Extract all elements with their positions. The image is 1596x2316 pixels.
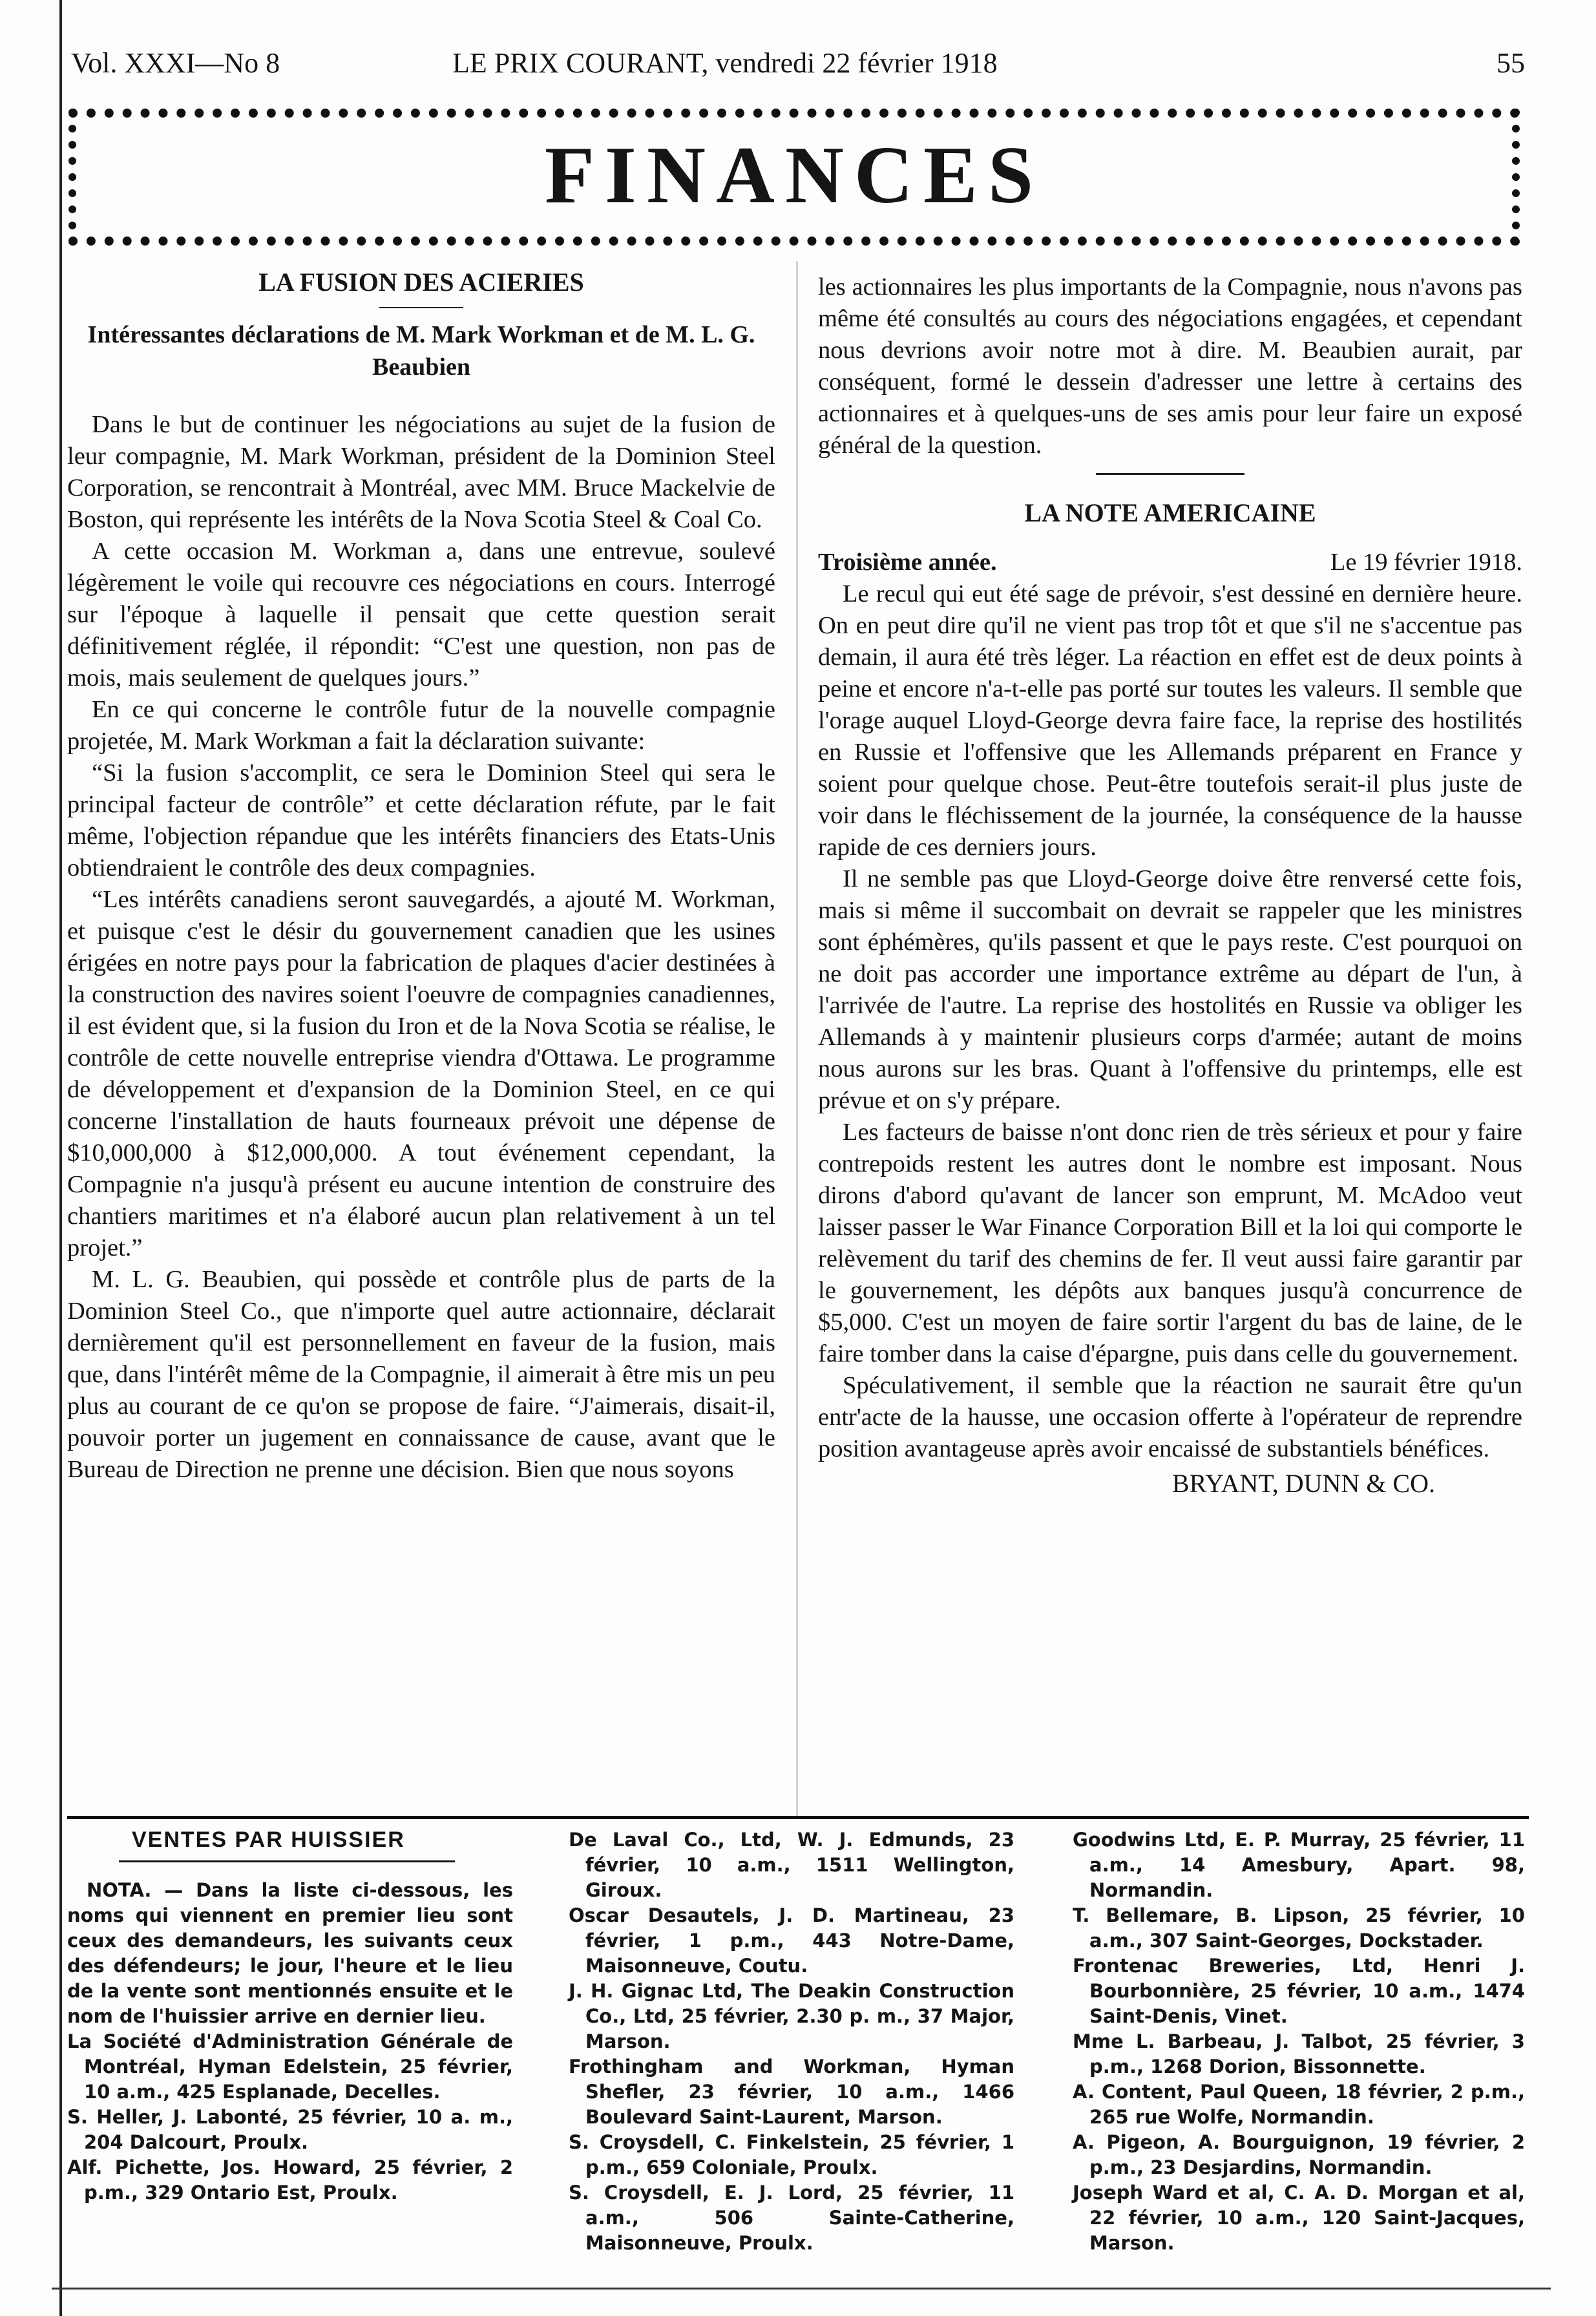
article-paragraph: Dans le but de continuer les négociations au sujet de la fusion de leur compagnie, M. Mark Workman, président de la Dominion Steel Corporation, se rencontrait à Montréal, avec MM. Bruce Mackelvie de Boston, qui représente les intérêts de la Nova Scotia Steel & Coal Co. [67,411,775,533]
article-paragraph: Spéculativement, il semble que la réaction ne saurait être qu'un entr'acte de la hausse, une occasion offerte à l'opérateur de reprendre position avantageuse après avoir encaissé de substantiels bénéfices. [818,1372,1522,1462]
article-dateline [818,547,1522,578]
ventes-entry: J. H. Gignac Ltd, The Deakin Construction Co., Ltd, 25 février, 2.30 p. m., 37 Major, Marson. [569,1980,1014,2052]
ventes-column-1 [67,1827,513,2205]
article-paragraph: “Si la fusion s'accomplit, ce sera le Dominion Steel qui sera le principal facteur de contrôle” et cette déclaration réfute, par le fait même, l'objection répandue que les intérêts financiers des Etats-Unis obtiendraient le contrôle des deux compagnies. [67,759,775,881]
ventes-entry: S. Croysdell, E. J. Lord, 25 février, 11 a.m., 506 Sainte-Catherine, Maisonneuve, Proulx. [569,2182,1014,2254]
dateline-date: Le 19 février 1918. [1330,549,1522,576]
ventes-entry: Joseph Ward et al, C. A. D. Morgan et al, 22 février, 10 a.m., 120 Saint-Jacques, Marson. [1073,2182,1525,2254]
article-column-left [67,264,775,1486]
article-title: LA NOTE AMERICAINE [1024,498,1316,527]
section-separator [1096,473,1244,475]
article-signature: BRYANT, DUNN & CO. [1171,1469,1435,1498]
ventes-entry: S. Croysdell, C. Finkelstein, 25 février, 1 p.m., 659 Coloniale, Proulx. [569,2131,1014,2178]
article-subtitle: Intéressantes déclarations de M. Mark Workman et de M. L. G. Beaubien [87,321,755,381]
ventes-title-rule [119,1860,455,1862]
section-rule [67,1816,1529,1819]
article-paragraph: M. L. G. Beaubien, qui possède et contrôle plus de parts de la Dominion Steel Co., que n'importe quel autre actionnaire, déclarait dernièrement qu'il est personnellement en faveur de la fusion, mais que, dans l'intérêt même de la Compagnie, il aimerait à être mis un peu plus au courant de ce qu'on se propose de faire. “J'aimerais, disait-il, pouvoir porter un jugement en connaissance de cause, avant que le Bureau de Direction ne prenne une décision. Bien que nous soyons [67,1266,775,1483]
publication-name: LE PRIX COURANT, [452,47,709,79]
article-paragraph: A cette occasion M. Workman a, dans une entrevue, soulevé légèrement le voile qui recouvre ces négociations en cours. Interrogé sur l'époque à laquelle il pensait que cette question serait définitivement réglée, il répondit: “C'est une question, non pas de mois, mais seulement de quelques jours.” [67,538,775,691]
ventes-entry: La Société d'Administration Générale de Montréal, Hyman Edelstein, 25 février, 10 a.m., 425 Esplanade, Decelles. [67,2030,513,2103]
ventes-note: NOTA. — Dans la liste ci-dessous, les noms qui viennent en premier lieu sont ceux des demandeurs, les suivants ceux des défendeurs; le jour, l'heure et le lieu de la vente sont mentionnés ensuite et le nom de l'huissier arrive en dernier lieu. [67,1879,513,2027]
article-column-right [818,271,1522,1499]
ventes-entry: S. Heller, J. Labonté, 25 février, 10 a. m., 204 Dalcourt, Proulx. [67,2106,513,2153]
ventes-entry: Mme L. Barbeau, J. Talbot, 25 février, 3 p.m., 1268 Dorion, Bissonnette. [1073,2030,1525,2078]
volume-number: Vol. XXXI—No 8 [71,47,280,79]
article-paragraph: Les facteurs de baisse n'ont donc rien de très sérieux et pour y faire contrepoids restent les autres dont le nombre est imposant. Nous dirons d'abord qu'avant de lancer son emprunt, M. McAdoo veut laisser passer le War Finance Corporation Bill et la loi qui comporte le relèvement du tarif des chemins de fer. Il veut aussi faire garantir par le gouvernement, les dépôts aux banques jusqu'à concurrence de $5,000. C'est un moyen de faire sortir l'argent du bas de laine, de le faire tomber dans la caise d'épargne, puis dans celle du gouvernement. [818,1119,1522,1367]
publication-dateline [452,47,998,79]
column-divider [796,261,798,1818]
article-continuation: les actionnaires les plus importants de la Compagnie, nous n'avons pas même été consultés au cours des négociations engagées, et cependant nous devrions avoir notre mot à dire. M. Beaubien aurait, par conséquent, formé le dessein d'adresser une lettre à certains des actionnaires et à quelques-uns de ses amis pour leur faire un exposé général de la question. [818,273,1522,459]
ventes-column-3 [1073,1827,1525,2256]
issue-date: vendredi 22 février 1918 [715,47,998,79]
article-title: LA FUSION DES ACIERIES [258,268,584,297]
ventes-entry: Frontenac Breweries, Ltd, Henri J. Bourbonnière, 25 février, 10 a.m., 1474 Saint-Denis, Vinet. [1073,1955,1525,2027]
article-paragraph: En ce qui concerne le contrôle futur de la nouvelle compagnie projetée, M. Mark Workman a fait la déclaration suivante: [67,696,775,755]
ventes-entry: Alf. Pichette, Jos. Howard, 25 février, 2 p.m., 329 Ontario Est, Proulx. [67,2156,513,2204]
ventes-entry: A. Content, Paul Queen, 18 février, 2 p.m., 265 rue Wolfe, Normandin. [1073,2081,1525,2128]
article-paragraph: “Les intérêts canadiens seront sauvegardés, a ajouté M. Workman, et puisque c'est le désir du gouvernement canadien que les usines érigées en notre pays pour la fabrication de plaques d'acier destinées à la construction des navires soient l'oeuvre de compagnies canadiennes, il est évident que, si la fusion du Iron et de la Nova Scotia se réalise, le contrôle de cette nouvelle entreprise viendra d'Ottawa. Le programme de développement et d'expansion de la Dominion Steel, en ce qui concerne l'installation de hauts fourneaux prévoit une dépense de $10,000,000 à $12,000,000. A tout événement cependant, la Compagnie n'a jusqu'à présent eu aucune intention de construire des chantiers maritimes et n'a élaboré aucun plan relativement à un tel projet.” [67,886,775,1261]
article-paragraph: Le recul qui eut été sage de prévoir, s'est dessiné en dernière heure. On en peut dire qu'il ne vient pas trop tôt et que s'il ne s'accentue pas demain, il aura été très léger. La réaction en effet est de deux points à peine et encore n'a-t-elle pas porté sur toutes les valeurs. Il semble que l'orage auquel Lloyd-George devra faire face, la reprise des hostilités en Russie et l'offensive que les Allemands préparent en France y soient pour quelque chose. Peut-être toutefois serait-il plus juste de voir dans le fléchissement de la journée, la conséquence de la hausse rapide de ces derniers jours. [818,580,1522,861]
ventes-entry: Oscar Desautels, J. D. Martineau, 23 février, 1 p.m., 443 Notre-Dame, Maisonneuve, Coutu. [569,1904,1014,1977]
ventes-title: VENTES PAR HUISSIER [132,1827,405,1852]
section-title: FINANCES [544,131,1044,220]
ventes-column-2 [569,1827,1014,2256]
ventes-entry: Frothingham and Workman, Hyman Shefler, 23 février, 10 a.m., 1466 Boulevard Saint-Laurent, Marson. [569,2056,1014,2128]
page-number: 55 [1496,47,1525,79]
ventes-entry: De Laval Co., Ltd, W. J. Edmunds, 23 février, 10 a.m., 1511 Wellington, Giroux. [569,1829,1014,1901]
section-banner [68,109,1520,246]
ventes-entry: Goodwins Ltd, E. P. Murray, 25 février, 11 a.m., 14 Amesbury, Apart. 98, Normandin. [1073,1829,1525,1901]
dateline-year: Troisième année. [818,549,997,576]
ventes-entry: T. Bellemare, B. Lipson, 25 février, 10 a.m., 307 Saint-Georges, Dockstader. [1073,1904,1525,1952]
ventes-entry: A. Pigeon, A. Bourguignon, 19 février, 2 p.m., 23 Desjardins, Normandin. [1073,2131,1525,2178]
running-header [65,47,1525,92]
article-paragraph: Il ne semble pas que Lloyd-George doive être renversé cette fois, mais si même il succombait on devrait se rappeler que les ministres sont éphémères, qu'ils passent et que le pays reste. C'est pourquoi on ne doit pas accorder une importance extrême au départ de l'un, à l'arrivée de l'autre. La reprise des hostolités en Russie va obliger les Allemands à y maintenir plusieurs corps d'armée; autant de moins nous aurons sur les bras. Quant à l'offensive du printemps, elle est prévue et on s'y prépare. [818,865,1522,1114]
title-rule [379,307,463,308]
page-left-edge-rule [59,0,62,2316]
page-bottom-rule [52,2288,1551,2290]
